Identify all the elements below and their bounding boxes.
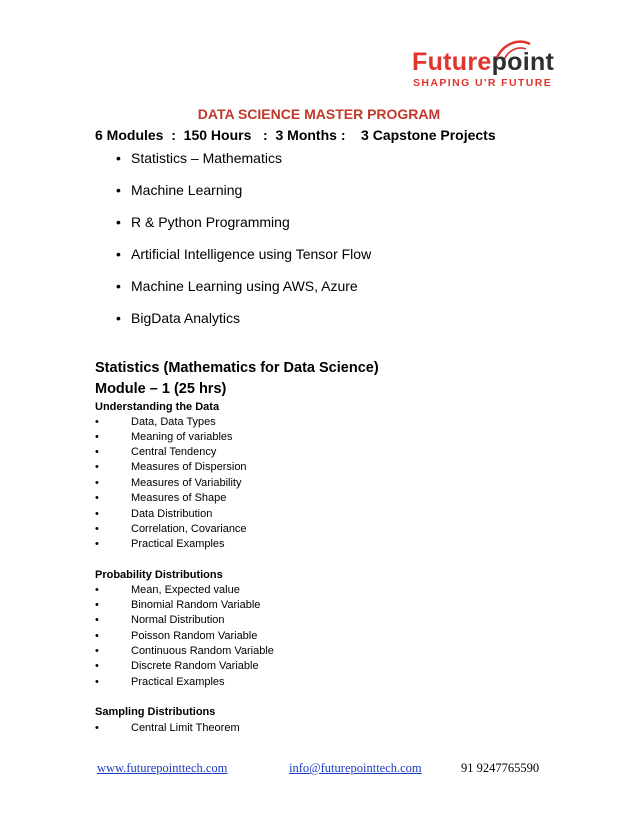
bullet-icon: •	[95, 722, 99, 734]
list-item	[95, 461, 247, 473]
overview-item-label: Artificial Intelligence using Tensor Flow	[131, 246, 372, 262]
list-item	[95, 660, 259, 672]
logo-word-part2: point	[491, 48, 555, 76]
overview-item-label: Machine Learning	[131, 182, 243, 198]
list-item	[95, 416, 216, 428]
bullet-icon: •	[95, 431, 99, 443]
list-item	[95, 584, 240, 596]
list-item-label: Binomial Random Variable	[131, 599, 261, 611]
bullet-icon: •	[116, 150, 121, 166]
overview-item-label: R & Python Programming	[131, 214, 290, 230]
phone-number: 91 9247765590	[461, 761, 540, 775]
group-heading: Understanding the Data	[95, 401, 220, 413]
list-item-label: Mean, Expected value	[131, 584, 240, 596]
list-item-label: Measures of Shape	[131, 492, 227, 504]
group-heading: Sampling Distributions	[95, 706, 216, 718]
list-item	[95, 538, 225, 550]
overview-item	[116, 246, 371, 262]
bullet-icon: •	[95, 660, 99, 672]
bullet-icon: •	[116, 182, 121, 198]
bullet-icon: •	[95, 523, 99, 535]
bullet-icon: •	[95, 416, 99, 428]
logo-word-part1: Future	[412, 48, 492, 76]
bullet-icon: •	[95, 538, 99, 550]
list-item-label: Data, Data Types	[131, 416, 216, 428]
website-link[interactable]: www.futurepointtech.com	[97, 761, 228, 775]
logo-wordmark	[412, 48, 554, 77]
list-item	[95, 492, 226, 504]
futurepoint-logo	[404, 38, 555, 94]
section-heading: Statistics (Mathematics for Data Science)	[95, 360, 379, 376]
list-item	[95, 431, 233, 443]
list-item	[95, 630, 257, 642]
bullet-icon: •	[116, 214, 121, 230]
list-item	[95, 645, 274, 657]
bullet-icon: •	[95, 645, 99, 657]
email-link[interactable]: info@futurepointtech.com	[289, 761, 422, 775]
list-item-label: Central Tendency	[131, 446, 217, 458]
list-item	[95, 523, 247, 535]
list-item	[95, 614, 225, 626]
bullet-icon: •	[95, 676, 99, 688]
overview-item	[116, 278, 358, 294]
bullet-icon: •	[116, 278, 121, 294]
bullet-icon: •	[95, 446, 99, 458]
group-heading: Probability Distributions	[95, 569, 223, 581]
overview-item	[116, 150, 282, 166]
list-item-label: Measures of Variability	[131, 477, 242, 489]
list-item	[95, 722, 240, 734]
bullet-icon: •	[95, 508, 99, 520]
list-item-label: Central Limit Theorem	[131, 722, 240, 734]
bullet-icon: •	[116, 310, 121, 326]
list-item	[95, 676, 225, 688]
list-item-label: Practical Examples	[131, 538, 225, 550]
overview-item	[116, 310, 240, 326]
list-item-label: Correlation, Covariance	[131, 523, 247, 535]
list-item-label: Data Distribution	[131, 508, 213, 520]
list-item	[95, 508, 212, 520]
bullet-icon: •	[95, 614, 99, 626]
bullet-icon: •	[95, 477, 99, 489]
bullet-icon: •	[116, 246, 121, 262]
overview-item	[116, 214, 290, 230]
list-item	[95, 599, 260, 611]
module-heading: Module – 1 (25 hrs)	[95, 381, 227, 397]
bullet-icon: •	[95, 599, 99, 611]
list-item-label: Normal Distribution	[131, 614, 225, 626]
list-item-label: Measures of Dispersion	[131, 461, 247, 473]
overview-item-label: Machine Learning using AWS, Azure	[131, 278, 358, 294]
program-summary: 6 Modules : 150 Hours : 3 Months : 3 Capstone Projects	[95, 127, 496, 143]
list-item-label: Meaning of variables	[131, 431, 233, 443]
bullet-icon: •	[95, 461, 99, 473]
list-item-label: Poisson Random Variable	[131, 630, 258, 642]
overview-item	[116, 182, 242, 198]
list-item-label: Continuous Random Variable	[131, 645, 274, 657]
list-item	[95, 446, 216, 458]
logo-tagline: SHAPING U'R FUTURE	[413, 77, 553, 89]
list-item-label: Discrete Random Variable	[131, 660, 259, 672]
list-item	[95, 477, 241, 489]
overview-item-label: BigData Analytics	[131, 310, 240, 326]
bullet-icon: •	[95, 492, 99, 504]
list-item-label: Practical Examples	[131, 676, 225, 688]
page-title: DATA SCIENCE MASTER PROGRAM	[197, 106, 441, 122]
overview-item-label: Statistics – Mathematics	[131, 150, 282, 166]
bullet-icon: •	[95, 584, 99, 596]
bullet-icon: •	[95, 630, 99, 642]
